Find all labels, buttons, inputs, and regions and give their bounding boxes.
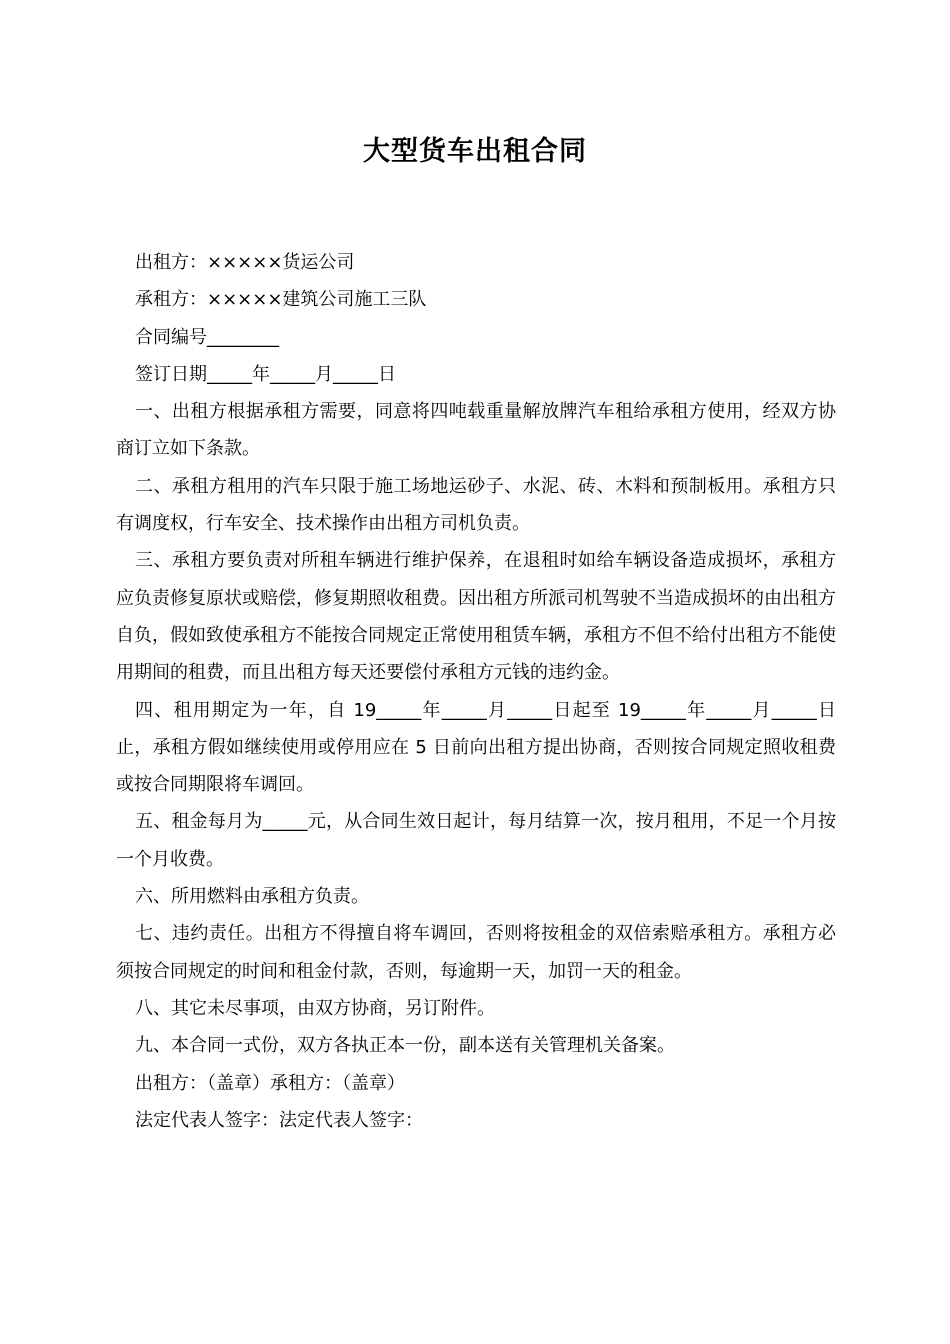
clause-5: 五、租金每月为_____元，从合同生效日起计，每月结算一次，按月租用，不足一个月按一个月收费。 xyxy=(116,811,836,870)
document-body xyxy=(116,244,836,1139)
clause-4: 四、租用期定为一年，自 19_____年_____月_____日起至 19_____年_____月_____日止，承租方假如继续使用或停用应在 5 日前向出租方提出协商，否则按合同规定照收租费或按合同期限将车调回。 xyxy=(116,699,836,796)
clause-3: 三、承租方要负责对所租车辆进行维护保养，在退租时如给车辆设备造成损坏，承租方应负责修复原状或赔偿，修复期照收租费。因出租方所派司机驾驶不当造成损坏的由出租方自负，假如致使承租方不能按合同规定正常使用租赁车辆，承租方不但不给付出租方不能使用期间的租费，而且出租方每天还要偿付承租方元钱的违约金。 xyxy=(116,550,836,684)
lessor-line: 出租方：×××××货运公司 xyxy=(135,252,355,273)
clause-7: 七、违约责任。出租方不得擅自将车调回，否则将按租金的双倍索赔承租方。承租方必须按合同规定的时间和租金付款，否则，每逾期一天，加罚一天的租金。 xyxy=(116,923,836,982)
lessee-line: 承租方：×××××建筑公司施工三队 xyxy=(135,289,427,311)
clause-8: 八、其它未尽事项，由双方协商，另订附件。 xyxy=(135,997,495,1019)
contract-number-line: 合同编号________ xyxy=(135,326,279,348)
clause-1: 一、出租方根据承租方需要，同意将四吨载重量解放牌汽车租给承租方使用，经双方协商订立如下条款。 xyxy=(116,401,836,460)
clause-2: 二、承租方租用的汽车只限于施工场地运砂子、水泥、砖、木料和预制板用。承租方只有调度权，行车安全、技术操作由出租方司机负责。 xyxy=(116,475,836,535)
clause-9: 九、本合同一式份，双方各执正本一份，副本送有关管理机关备案。 xyxy=(135,1035,675,1057)
signing-date-line: 签订日期_____年_____月_____日 xyxy=(135,363,396,385)
signature-line: 法定代表人签字：法定代表人签字： xyxy=(135,1109,423,1131)
seal-line: 出租方：（盖章）承租方：（盖章） xyxy=(135,1072,405,1094)
clause-6: 六、所用燃料由承租方负责。 xyxy=(135,886,369,908)
document-title: 大型货车出租合同 xyxy=(363,136,587,167)
